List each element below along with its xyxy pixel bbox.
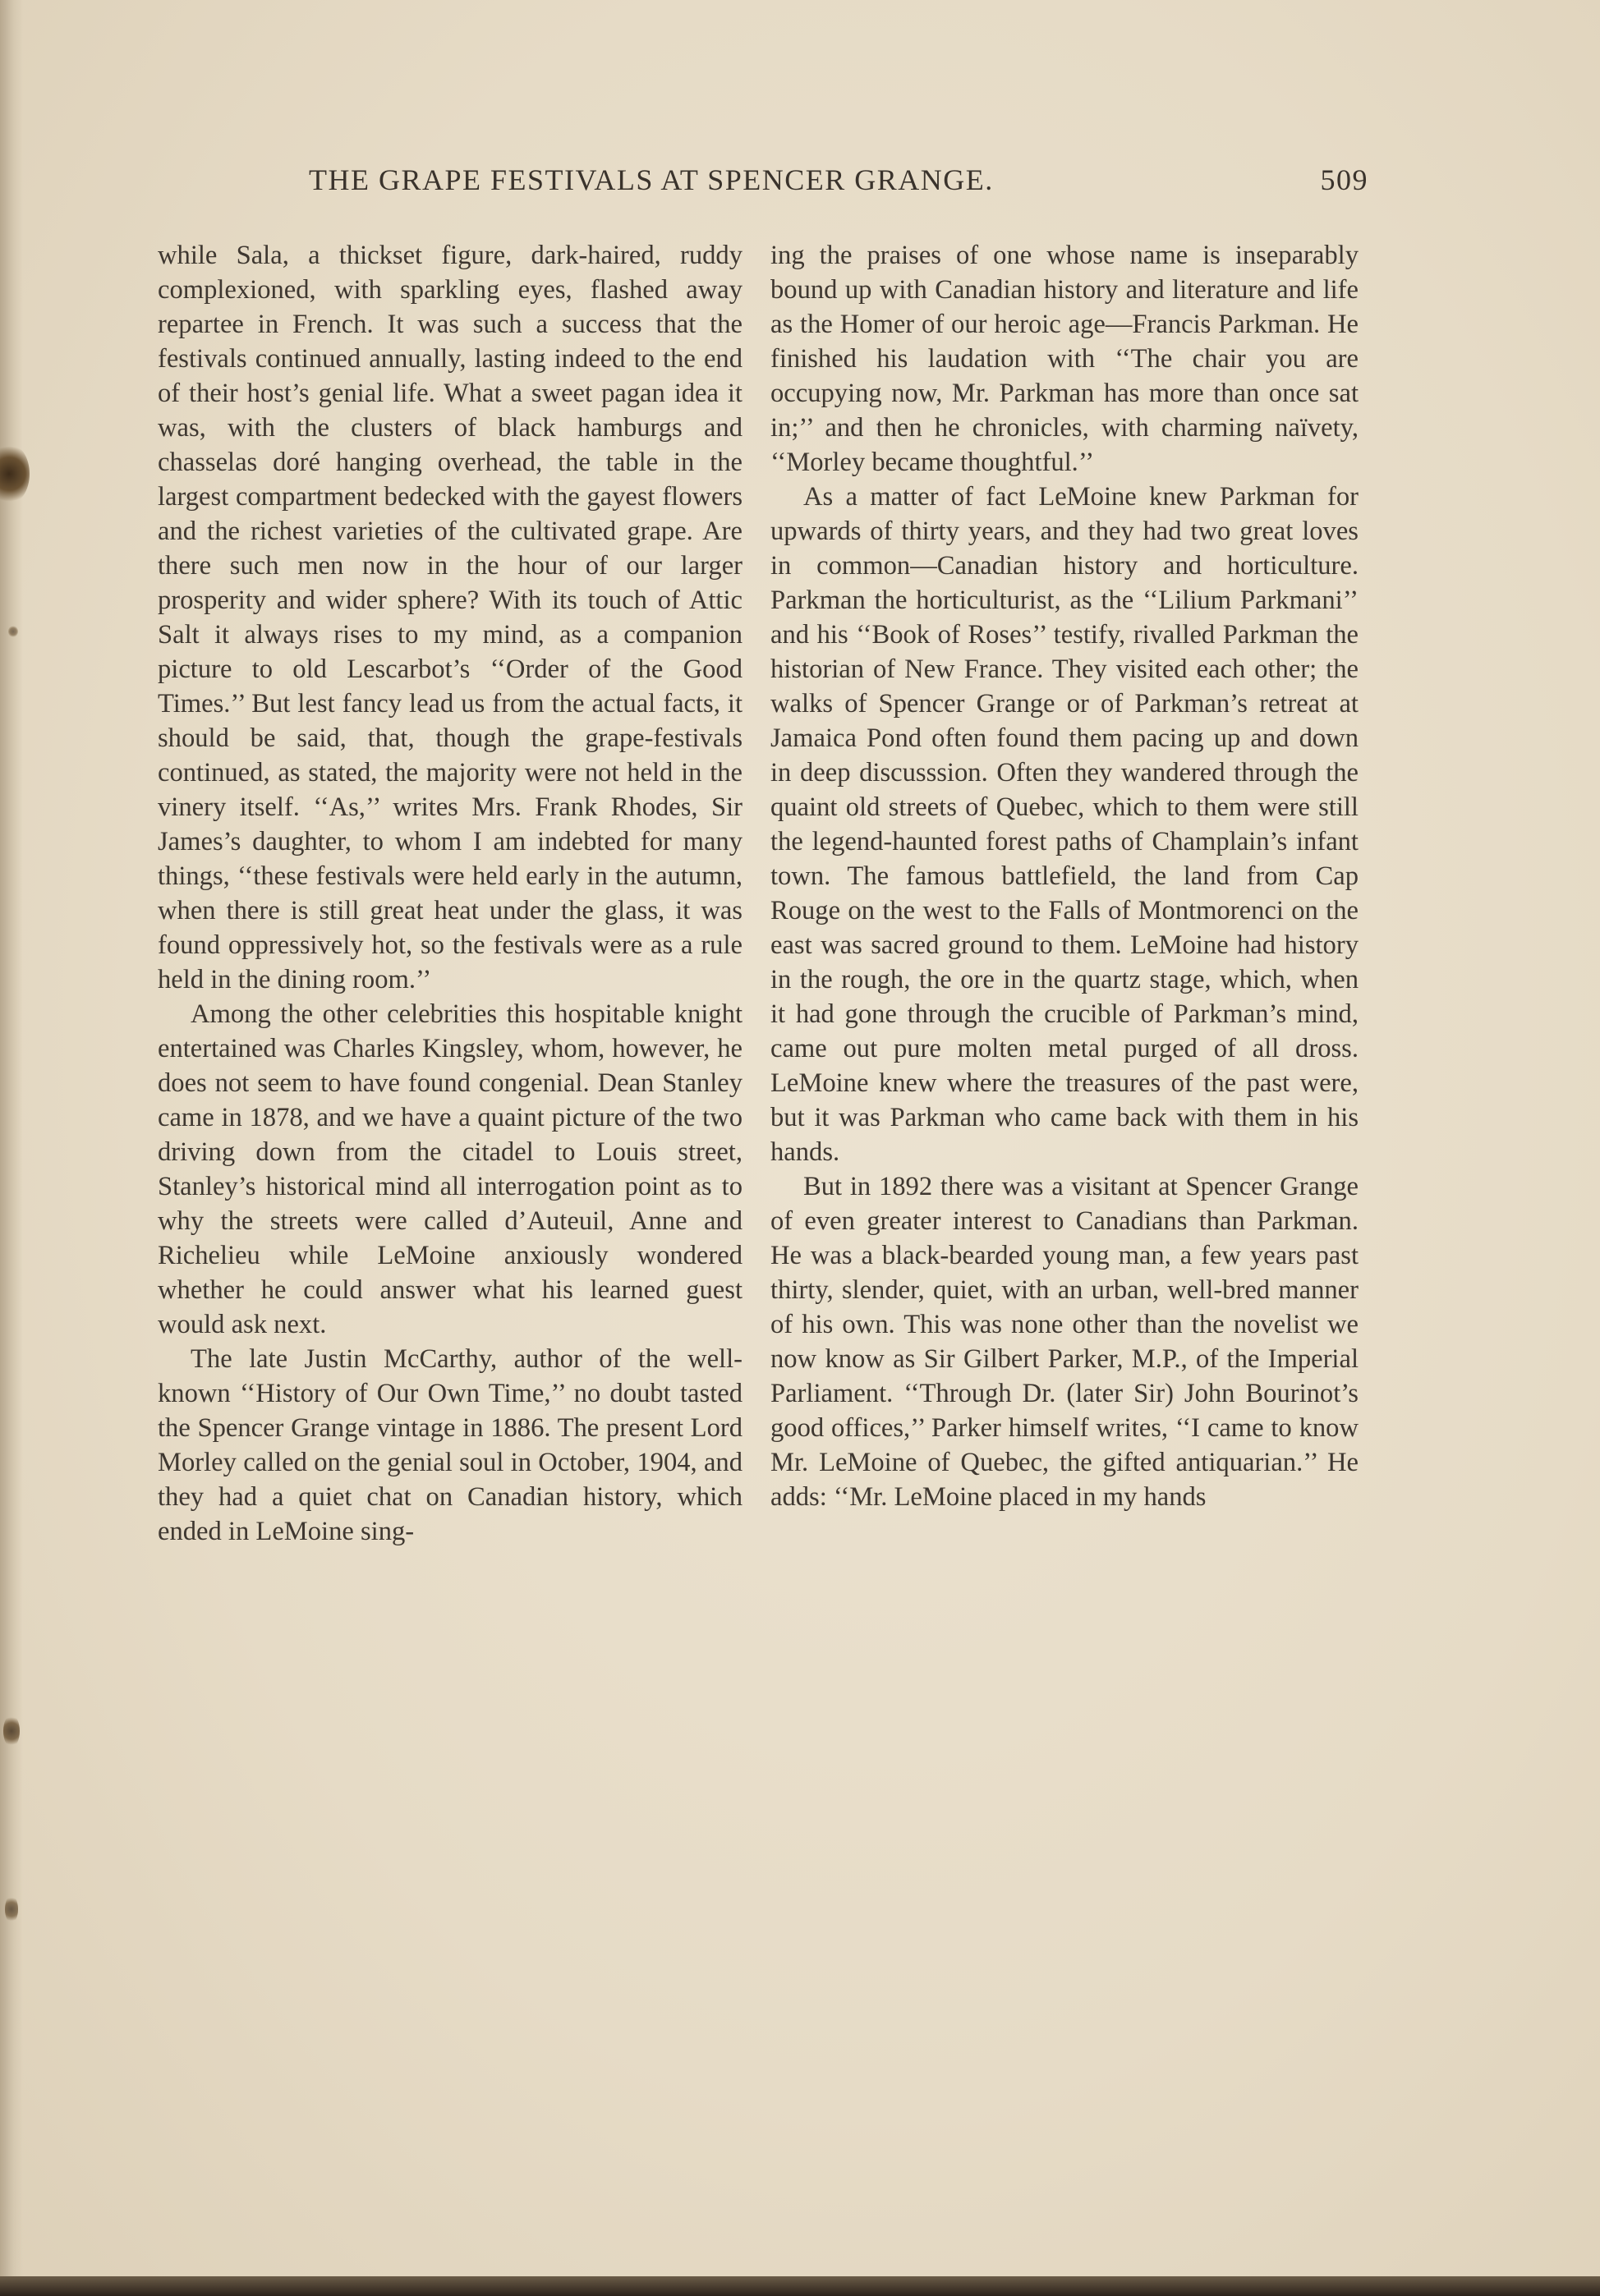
paragraph: As a matter of fact LeMoine knew Parkman for upwards of thirty years, and they had two great loves in common—Canadian history and horticulture. Parkman the horticulturist, as the ‘‘Lilium Parkmani’’ and his ‘‘Book of Roses’’ testify, rivalled Parkman the historian of New France. They visited each other; the walks of Spencer Grange or of Parkman’s retreat at Jamaica Pond often found them pacing up and down in deep discusssion. Often they wandered through the quaint old streets of Quebec, which to them were still the legend-haunted forest paths of Champlain’s infant town. The famous battlefield, the land from Cap Rouge on the west to the Falls of Montmorenci on the east was sacred ground to them. LeMoine had history in the rough, the ore in the quartz stage, which, when it had gone through the crucible of Parkman’s mind, came out pure molten metal purged of all dross. LeMoine knew where the treasures of the past were, but it was Parkman who came back with them in his hands. bbox=[770, 482, 1359, 1167]
paragraph: But in 1892 there was a visitant at Spencer Grange of even greater interest to Canadians than Parkman. He was a black-bearded young man, a few years past thirty, slender, quiet, with an urban, well-bred manner of his own. This was none other than the novelist we now know as Sir Gilbert Parker, M.P., of the Imperial Parliament. ‘‘Through Dr. (later Sir) John Bourinot’s good offices,’’ Parker himself writes, ‘‘I came to know Mr. LeMoine of Quebec, the gifted antiquarian.’’ He adds: ‘‘Mr. LeMoine placed in my hands bbox=[770, 1172, 1359, 1512]
right-column bbox=[770, 238, 1359, 1514]
paper-stain bbox=[3, 1715, 20, 1747]
paragraph: while Sala, a thickset figure, dark-haired, ruddy complexioned, with sparkling eyes, flashed away repartee in French. It was such a success that the festivals continued annually, lasting indeed to the end of their host’s genial life. What a sweet pagan idea it was, with the clusters of black hamburgs and chasselas doré hanging overhead, the table in the largest compartment bedecked with the gayest flowers and the richest varieties of the cultivated grape. Are there such men now in the hour of our larger prosperity and wider sphere? With its touch of Attic Salt it always rises to my mind, as a companion picture to old Lescarbot’s ‘‘Order of the Good Times.’’ But lest fancy lead us from the actual facts, it should be said, that, though the grape-festivals continued, as stated, the majority were not held in the vinery itself. ‘‘As,’’ writes Mrs. Frank Rhodes, Sir James’s daughter, to whom I am indebted for many things, ‘‘these festivals were held early in the autumn, when there is still great heat under the glass, it was found oppressively hot, so the festivals were as a rule held in the dining room.’’ bbox=[158, 241, 743, 994]
paper-stain bbox=[0, 443, 30, 504]
left-column bbox=[158, 238, 743, 1549]
running-head: THE GRAPE FESTIVALS AT SPENCER GRANGE. bbox=[309, 163, 994, 196]
page-header bbox=[309, 163, 1368, 204]
paper-stain bbox=[5, 1895, 18, 1923]
page-number: 509 bbox=[1320, 163, 1368, 196]
paragraph: Among the other celebrities this hospitable knight entertained was Charles Kingsley, whom, however, he does not seem to have found congenial. Dean Stanley came in 1878, and we have a quaint picture of the two driving down from the citadel to Louis street, Stanley’s historical mind all interrogation point as to why the streets were called d’Auteuil, Anne and Richelieu while LeMoine anxiously wondered whether he could answer what his learned guest would ask next. bbox=[158, 999, 743, 1339]
paper-stain bbox=[8, 626, 18, 637]
page-bottom-edge bbox=[0, 2276, 1600, 2296]
paragraph: ing the praises of one whose name is inseparably bound up with Canadian history and literature and life as the Homer of our heroic age—Francis Parkman. He finished his laudation with ‘‘The chair you are occupying now, Mr. Parkman has more than once sat in;’’ and then he chronicles, with charming naïvety, ‘‘Morley became thoughtful.’’ bbox=[770, 241, 1359, 477]
binding-shadow bbox=[0, 0, 23, 2296]
paragraph: The late Justin McCarthy, author of the well-known ‘‘History of Our Own Time,’’ no doubt tasted the Spencer Grange vintage in 1886. The present Lord Morley called on the genial soul in October, 1904, and they had a quiet chat on Canadian history, which ended in LeMoine sing- bbox=[158, 1344, 743, 1546]
